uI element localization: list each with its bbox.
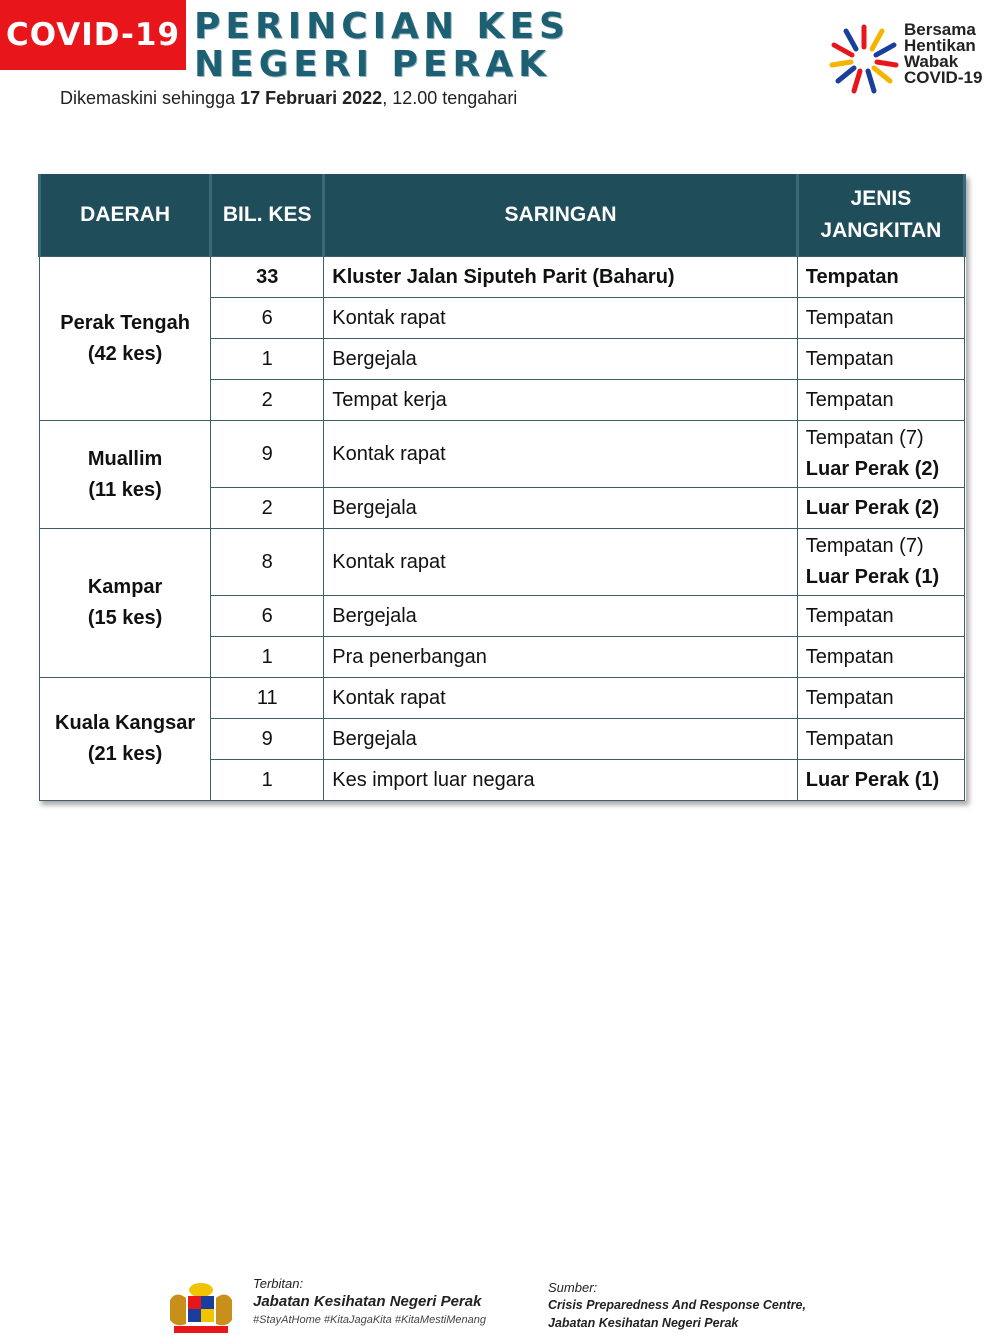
case-count: 8 (211, 529, 324, 596)
infection-type: Tempatan (797, 298, 964, 339)
publisher-name: Jabatan Kesihatan Negeri Perak (253, 1293, 482, 1310)
infection-type (797, 529, 964, 596)
screening-type: Kontak rapat (324, 678, 798, 719)
header-daerah: DAERAH (40, 174, 211, 257)
table-row (40, 529, 965, 596)
case-count: 11 (211, 678, 324, 719)
case-count: 9 (211, 421, 324, 488)
bersama-hentikan-logo (826, 18, 998, 100)
infection-type-outside: Luar Perak (1) (805, 566, 940, 588)
district-name: Perak Tengah (60, 311, 190, 334)
infection-type: Tempatan (797, 719, 964, 760)
case-count: 9 (211, 719, 324, 760)
coat-of-arms-icon (162, 1280, 240, 1336)
burst-icon (826, 18, 902, 100)
screening-type: Tempat kerja (324, 380, 798, 421)
district-cell (40, 678, 211, 801)
logo-line-3: Wabak (904, 52, 959, 71)
screening-type: Pra penerbangan (324, 637, 798, 678)
case-count: 2 (211, 488, 324, 529)
case-count: 33 (211, 257, 324, 298)
screening-type: Bergejala (324, 339, 798, 380)
header-saringan: SARINGAN (324, 174, 798, 257)
district-cell (40, 257, 211, 421)
logo-text (904, 22, 982, 86)
covid-badge: COVID-19 (0, 0, 186, 70)
infection-type-local: Tempatan (7) (805, 427, 924, 449)
infection-type-local: Tempatan (7) (805, 535, 924, 557)
infection-type: Tempatan (797, 596, 964, 637)
infection-type (797, 421, 964, 488)
source-label: Sumber: (548, 1280, 598, 1295)
screening-type: Bergejala (324, 596, 798, 637)
infection-type: Luar Perak (2) (797, 488, 964, 529)
screening-type: Bergejala (324, 488, 798, 529)
updated-prefix: Dikemaskini sehingga (60, 88, 236, 108)
infection-type: Tempatan (797, 637, 964, 678)
screening-type: Kluster Jalan Siputeh Parit (Baharu) (324, 257, 798, 298)
logo-line-2: Hentikan (904, 36, 976, 55)
updated-date: 17 Februari 2022 (240, 88, 383, 108)
screening-type: Kontak rapat (324, 529, 798, 596)
table-row (40, 257, 965, 298)
header-bil-kes: BIL. KES (211, 174, 324, 257)
updated-time: , 12.00 tengahari (382, 88, 518, 108)
infection-type: Tempatan (797, 678, 964, 719)
case-count: 1 (211, 760, 324, 801)
case-count: 6 (211, 298, 324, 339)
header-jenis-jangkitan (797, 174, 964, 257)
infection-type: Luar Perak (1) (797, 760, 964, 801)
source-block (548, 1280, 806, 1331)
screening-type: Kontak rapat (324, 421, 798, 488)
source-line-1: Crisis Preparedness And Response Centre, (548, 1298, 806, 1312)
hashtags: #StayAtHome #KitaJagaKita #KitaMestiMenang (253, 1314, 486, 1326)
district-total: (21 kes) (87, 743, 163, 765)
publisher-label: Terbitan: (253, 1276, 304, 1291)
infection-type: Tempatan (797, 380, 964, 421)
title-line-2: NEGERI PERAK (194, 44, 551, 85)
case-table (38, 174, 966, 801)
case-count: 6 (211, 596, 324, 637)
screening-type: Kes import luar negara (324, 760, 798, 801)
table-row (40, 421, 965, 488)
case-count: 2 (211, 380, 324, 421)
updated-timestamp (60, 88, 517, 109)
case-count: 1 (211, 637, 324, 678)
infection-type: Tempatan (797, 339, 964, 380)
district-cell (40, 421, 211, 529)
screening-type: Kontak rapat (324, 298, 798, 339)
district-name: Muallim (87, 447, 163, 470)
logo-line-4: COVID-19 (904, 68, 983, 87)
header-jenis-line-1: JENIS (850, 187, 912, 210)
table-row (40, 678, 965, 719)
screening-type: Bergejala (324, 719, 798, 760)
infection-type-outside: Luar Perak (2) (805, 458, 940, 480)
district-name: Kampar (87, 576, 163, 598)
district-cell (40, 529, 211, 678)
infection-type: Tempatan (797, 257, 964, 298)
district-name: Kuala Kangsar (55, 712, 196, 734)
source-line-2: Jabatan Kesihatan Negeri Perak (548, 1316, 739, 1330)
publisher-block (253, 1276, 486, 1326)
table-header-row (40, 174, 965, 257)
district-total: (15 kes) (87, 607, 163, 629)
district-total: (42 kes) (87, 342, 163, 365)
title-line-1: PERINCIAN KES (194, 6, 570, 47)
case-count: 1 (211, 339, 324, 380)
page-title (194, 8, 570, 84)
logo-line-1: Bersama (904, 20, 976, 39)
header-jenis-line-2: JANGKITAN (820, 219, 942, 242)
district-total: (11 kes) (88, 478, 162, 501)
